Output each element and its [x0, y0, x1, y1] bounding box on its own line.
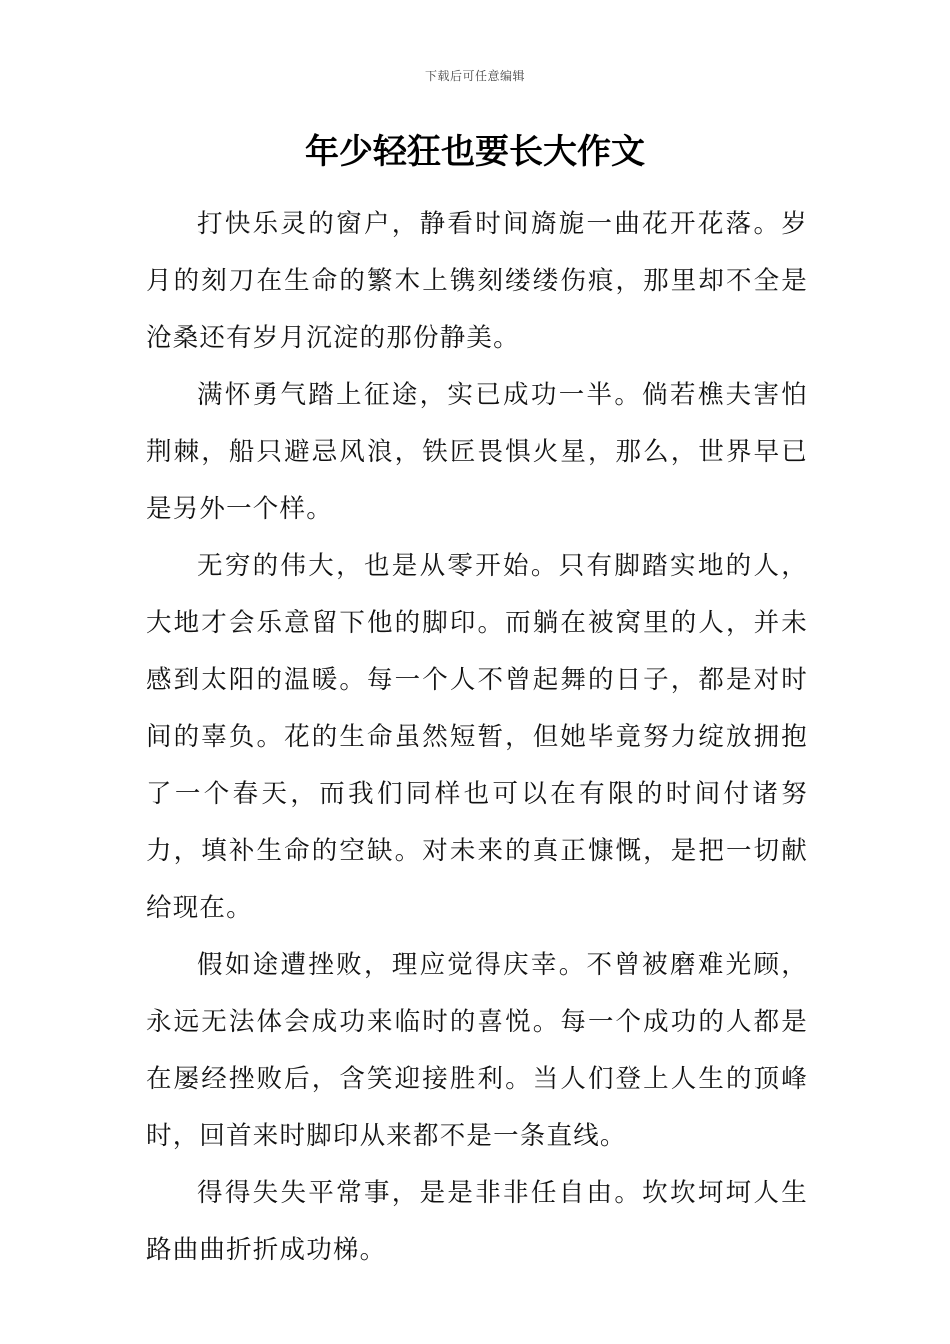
paragraph: 打快乐灵的窗户，静看时间旖旎一曲花开花落。岁月的刻刀在生命的繁木上镌刻缕缕伤痕，那里却不全是沧桑还有岁月沉淀的那份静美。 — [146, 209, 808, 353]
document-title: 年少轻狂也要长大作文 — [305, 132, 645, 172]
header-note: 下载后可任意编辑 — [424, 69, 525, 83]
essay-body — [146, 196, 808, 1279]
paragraph: 假如途遭挫败，理应觉得庆幸。不曾被磨难光顾，永远无法体会成功来临时的喜悦。每一个成功的人都是在屡经挫败后，含笑迎接胜利。当人们登上人生的顶峰时，回首来时脚印从来都不是一条直线。 — [146, 950, 808, 1151]
paragraph: 无穷的伟大，也是从零开始。只有脚踏实地的人，大地才会乐意留下他的脚印。而躺在被窝里的人，并未感到太阳的温暖。每一个人不曾起舞的日子，都是对时间的辜负。花的生命虽然短暂，但她毕竟努力绽放拥抱了一个春天，而我们同样也可以在有限的时间付诸努力，填补生命的空缺。对未来的真正慷慨，是把一切献给现在。 — [146, 551, 808, 923]
paragraph: 满怀勇气踏上征途，实已成功一半。倘若樵夫害怕荆棘，船只避忌风浪，铁匠畏惧火星，那么，世界早已是另外一个样。 — [146, 380, 808, 524]
paragraph: 得得失失平常事，是是非非任自由。坎坎坷坷人生路曲曲折折成功梯。 — [146, 1178, 808, 1265]
